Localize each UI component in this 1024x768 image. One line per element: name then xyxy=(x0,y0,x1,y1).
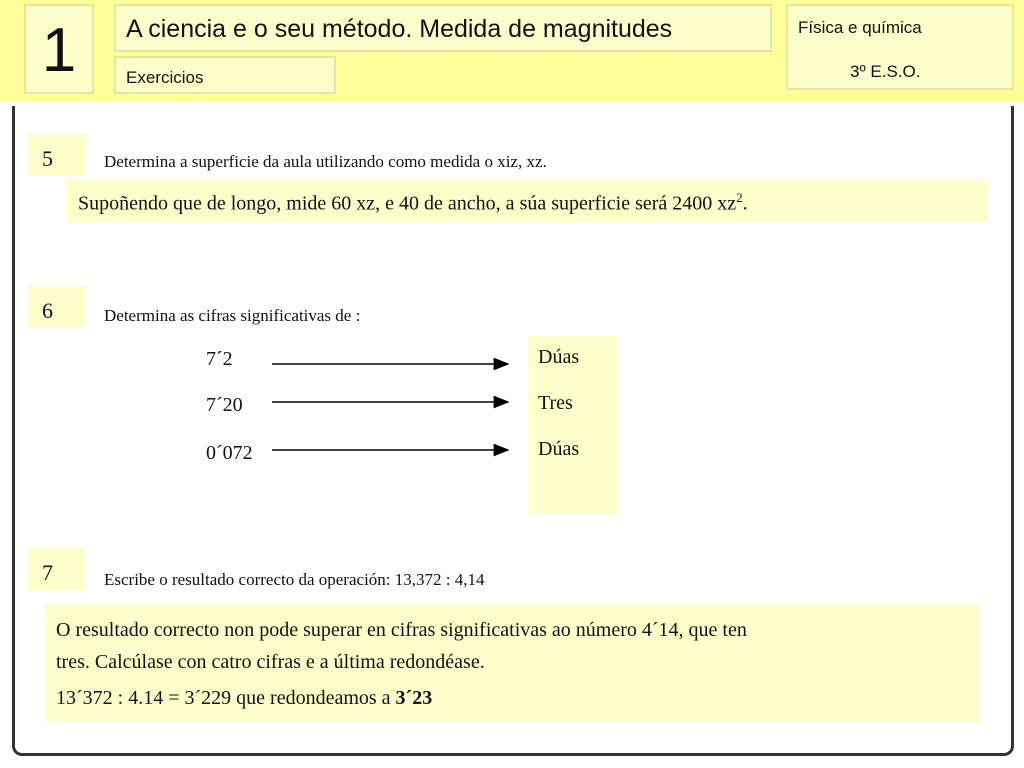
exercise-5-question: Determina a superficie da aula utilizando como medida o xiz, xz. xyxy=(104,152,547,171)
exercise-5-answer-text: Supoñendo que de longo, mide 60 xz, e 40 de ancho, a súa superficie será 2400 xz xyxy=(78,192,737,215)
header-bar xyxy=(0,0,1024,102)
answer-item: Tres xyxy=(538,392,573,414)
exercise-5-answer-exponent: 2 xyxy=(736,190,743,205)
course-level: 3º E.S.O. xyxy=(850,62,921,81)
exercise-7-question: Escribe o resultado correcto da operación: 13,372 : 4,14 xyxy=(104,570,485,589)
value-item: 7´20 xyxy=(206,394,243,416)
answer-item: Dúas xyxy=(538,438,580,460)
exercise-5-number: 5 xyxy=(28,134,86,176)
value-item: 7´2 xyxy=(206,348,233,370)
page-title: A ciencia e o seu método. Medida de magnitudes xyxy=(114,4,772,52)
exercise-5-answer-end: . xyxy=(742,192,748,215)
subject-name: Física e química xyxy=(798,18,922,37)
exercise-6-number: 6 xyxy=(28,286,86,328)
exercise-6-answers xyxy=(528,336,618,514)
value-item: 0´072 xyxy=(206,442,253,464)
subject-box xyxy=(786,4,1014,90)
chapter-number: 1 xyxy=(24,4,94,94)
exercise-7-answer-line2: tres. Calcúlase con catro cifras e a última redondéase. xyxy=(56,651,485,673)
exercise-7-answer-line1: O resultado correcto non pode superar en cifras significativas ao número 4´14, que ten xyxy=(56,619,747,641)
exercise-7-number: 7 xyxy=(28,548,86,590)
section-subtitle: Exercicios xyxy=(114,56,336,94)
exercise-7-result-text: 13´372 : 4.14 = 3´229 que redondeamos a xyxy=(56,687,396,709)
exercise-7-answer xyxy=(46,604,980,722)
exercise-7-result-bold: 3´23 xyxy=(395,687,433,709)
arrows xyxy=(268,356,518,466)
exercise-5-answer xyxy=(66,180,988,222)
answer-item: Dúas xyxy=(538,346,580,368)
exercise-6-question: Determina as cifras significativas de : xyxy=(104,306,361,325)
exercise-7-answer-line3 xyxy=(56,682,980,714)
